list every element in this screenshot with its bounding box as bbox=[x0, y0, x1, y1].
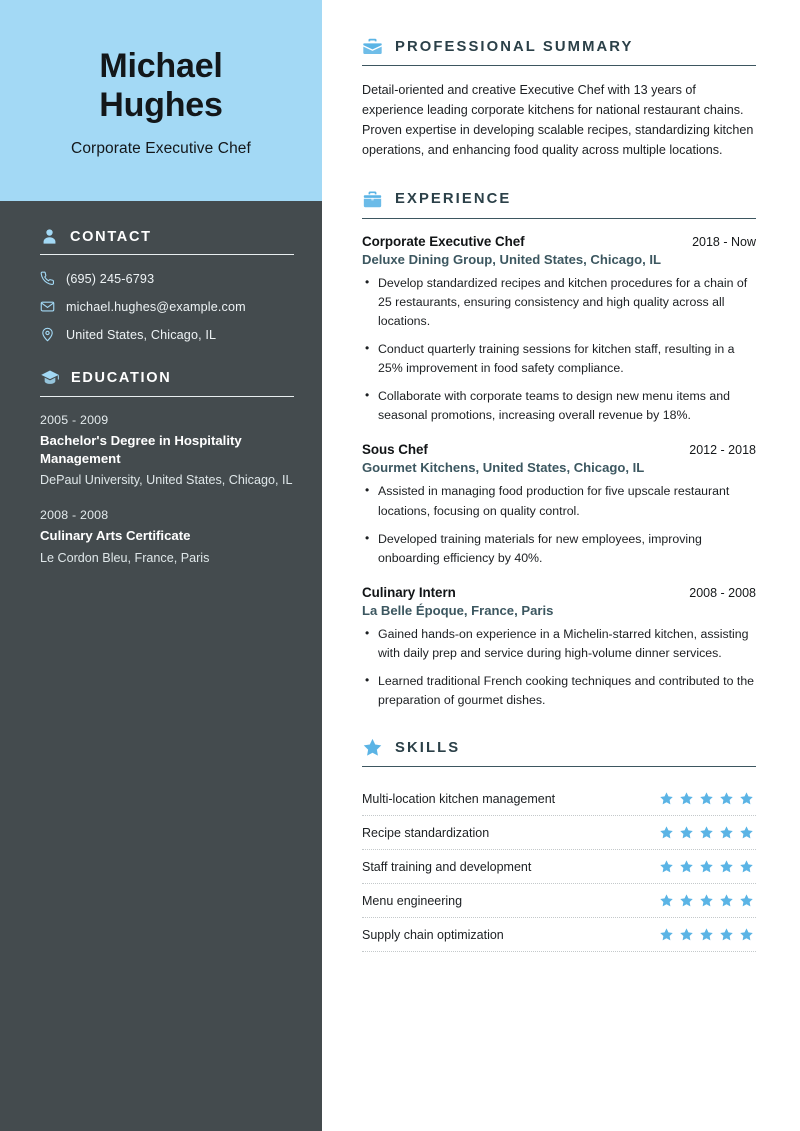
star-icon bbox=[719, 791, 734, 806]
sidebar-body bbox=[0, 201, 322, 1131]
contact-title: CONTACT bbox=[70, 228, 152, 245]
contact-section bbox=[40, 227, 294, 342]
skills-title: SKILLS bbox=[395, 739, 461, 756]
summary-title: PROFESSIONAL SUMMARY bbox=[395, 38, 634, 55]
skills-header bbox=[362, 737, 756, 766]
name-header bbox=[0, 0, 322, 201]
star-icon bbox=[659, 927, 674, 942]
last-name: Hughes bbox=[99, 85, 223, 124]
contact-divider bbox=[40, 254, 294, 255]
skill-row bbox=[362, 884, 756, 918]
skill-name: Supply chain optimization bbox=[362, 927, 504, 942]
skill-name: Recipe standardization bbox=[362, 825, 490, 840]
star-icon bbox=[699, 927, 714, 942]
skill-rating bbox=[659, 825, 756, 840]
education-degree: Bachelor's Degree in Hospitality Management bbox=[40, 433, 242, 466]
experience-item-header bbox=[362, 234, 756, 249]
person-icon bbox=[40, 227, 59, 246]
skill-row bbox=[362, 816, 756, 850]
job-title: Corporate Executive Chef bbox=[71, 139, 251, 157]
skill-rating bbox=[659, 791, 756, 806]
skill-rating bbox=[659, 893, 756, 908]
education-date: 2008 - 2008 bbox=[40, 508, 109, 523]
phone-icon bbox=[40, 271, 55, 286]
education-item bbox=[40, 508, 294, 567]
summary-divider bbox=[362, 65, 756, 66]
education-section bbox=[40, 368, 294, 567]
experience-item bbox=[362, 442, 756, 568]
experience-bullets bbox=[362, 274, 756, 426]
contact-header bbox=[40, 227, 294, 253]
skills-section bbox=[362, 737, 756, 952]
star-icon bbox=[739, 825, 754, 840]
contact-email-value: michael.hughes@example.com bbox=[66, 299, 246, 314]
briefcase-open-icon bbox=[362, 36, 383, 57]
contact-location-value: United States, Chicago, IL bbox=[66, 327, 217, 342]
star-icon bbox=[659, 859, 674, 874]
contact-email[interactable] bbox=[40, 299, 294, 314]
education-title: EDUCATION bbox=[71, 370, 172, 386]
star-icon bbox=[362, 737, 383, 758]
star-icon bbox=[679, 927, 694, 942]
star-icon bbox=[739, 893, 754, 908]
education-school: Le Cordon Bleu, France, Paris bbox=[40, 550, 210, 565]
skills-divider bbox=[362, 766, 756, 767]
experience-bullet: • Assisted in managing food production for five upscale restaurant locations, focusing on quality control. bbox=[362, 482, 756, 520]
education-divider bbox=[40, 396, 294, 397]
email-icon bbox=[40, 299, 55, 314]
sidebar bbox=[0, 0, 322, 1131]
briefcase-icon bbox=[362, 189, 383, 210]
star-icon bbox=[699, 893, 714, 908]
contact-phone[interactable] bbox=[40, 271, 294, 286]
education-school: DePaul University, United States, Chicago, IL bbox=[40, 473, 293, 488]
experience-bullet: • Develop standardized recipes and kitchen procedures for a chain of 25 restaurants, ensuring consistency and high quality across all locations. bbox=[362, 274, 756, 331]
experience-bullet: • Conduct quarterly training sessions for kitchen staff, resulting in a 25% improvement in food safety compliance. bbox=[362, 340, 756, 378]
experience-item-header bbox=[362, 585, 756, 600]
star-icon bbox=[659, 791, 674, 806]
graduation-cap-icon bbox=[40, 368, 60, 388]
star-icon bbox=[739, 927, 754, 942]
star-icon bbox=[659, 893, 674, 908]
location-icon bbox=[40, 327, 55, 342]
education-date: 2005 - 2009 bbox=[40, 413, 109, 427]
main-content bbox=[322, 0, 800, 1131]
first-name: Michael bbox=[99, 47, 223, 86]
skills-list bbox=[362, 782, 756, 952]
experience-bullet: • Collaborate with corporate teams to design new menu items and seasonal promotions, increasing overall revenue by 18%. bbox=[362, 387, 756, 425]
experience-bullets bbox=[362, 625, 756, 711]
experience-bullet: • Learned traditional French cooking techniques and contributed to the preparation of gourmet dishes. bbox=[362, 672, 756, 710]
education-degree: Culinary Arts Certificate bbox=[40, 528, 191, 544]
experience-bullet: • Developed training materials for new employees, improving onboarding efficiency by 40%. bbox=[362, 530, 756, 568]
star-icon bbox=[659, 825, 674, 840]
experience-company: La Belle Époque, France, Paris bbox=[362, 602, 554, 618]
star-icon bbox=[739, 859, 754, 874]
star-icon bbox=[719, 893, 734, 908]
star-icon bbox=[679, 825, 694, 840]
experience-date: 2008 - 2008 bbox=[689, 585, 756, 600]
experience-item-header bbox=[362, 442, 756, 457]
experience-bullet: • Gained hands-on experience in a Michelin-starred kitchen, assisting with daily prep and service during high-volume dinner services. bbox=[362, 625, 756, 663]
summary-section bbox=[362, 36, 756, 161]
skill-name: Staff training and development bbox=[362, 859, 532, 874]
star-icon bbox=[739, 791, 754, 806]
experience-header bbox=[362, 189, 756, 218]
skill-row bbox=[362, 918, 756, 952]
education-item bbox=[40, 413, 294, 489]
star-icon bbox=[699, 791, 714, 806]
star-icon bbox=[699, 825, 714, 840]
skill-name: Menu engineering bbox=[362, 893, 463, 908]
experience-role: Sous Chef bbox=[362, 442, 428, 458]
skill-rating bbox=[659, 927, 756, 942]
skill-rating bbox=[659, 859, 756, 874]
experience-item bbox=[362, 585, 756, 711]
experience-bullets bbox=[362, 482, 756, 568]
star-icon bbox=[719, 825, 734, 840]
experience-section bbox=[362, 189, 756, 711]
star-icon bbox=[719, 927, 734, 942]
skill-row bbox=[362, 850, 756, 884]
experience-title: EXPERIENCE bbox=[395, 191, 512, 208]
experience-role: Corporate Executive Chef bbox=[362, 233, 525, 249]
star-icon bbox=[679, 791, 694, 806]
experience-role: Culinary Intern bbox=[362, 584, 456, 600]
skill-name: Multi-location kitchen management bbox=[362, 791, 556, 806]
contact-phone-value: (695) 245-6793 bbox=[66, 271, 155, 286]
experience-item bbox=[362, 234, 756, 426]
experience-company: Deluxe Dining Group, United States, Chicago, IL bbox=[362, 251, 662, 267]
star-icon bbox=[699, 859, 714, 874]
experience-divider bbox=[362, 218, 756, 219]
star-icon bbox=[719, 859, 734, 874]
skill-row bbox=[362, 782, 756, 816]
education-header bbox=[40, 368, 294, 395]
summary-header bbox=[362, 36, 756, 65]
star-icon bbox=[679, 893, 694, 908]
experience-company: Gourmet Kitchens, United States, Chicago, IL bbox=[362, 460, 645, 476]
experience-date: 2012 - 2018 bbox=[689, 443, 756, 458]
contact-location[interactable] bbox=[40, 327, 294, 342]
summary-text: Detail-oriented and creative Executive Chef with 13 years of experience leading corporate kitchens for national restaurant chains. Proven expertise in developing scalable recipes, standardizing kitchen operations, and enhancing food quality across multiple locations. bbox=[362, 83, 754, 157]
experience-date: 2018 - Now bbox=[692, 234, 756, 249]
star-icon bbox=[679, 859, 694, 874]
